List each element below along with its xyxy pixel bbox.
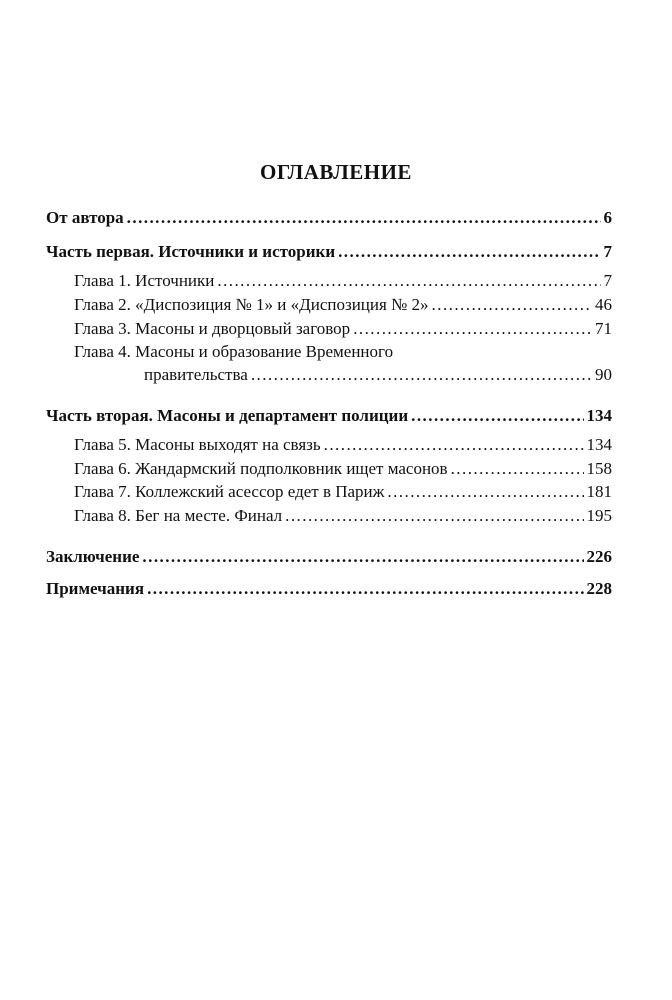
toc-entry-page: 46 (595, 295, 612, 314)
toc-entry-page: 7 (603, 242, 612, 261)
toc-entry-page: 7 (603, 271, 612, 290)
toc-entry-page: 181 (586, 482, 612, 501)
toc-entry-part-two[interactable] (46, 405, 612, 427)
toc-entry-text: Часть первая. Источники и историки (46, 242, 336, 261)
toc-entry-text: От автора (46, 208, 124, 227)
toc-leader-dots (451, 458, 584, 480)
toc-entry-chapter-6[interactable] (74, 458, 612, 480)
toc-entry-page: 226 (586, 547, 612, 566)
toc-entry-chapter-3[interactable] (74, 318, 612, 340)
toc-leader-dots (217, 270, 600, 292)
toc-entry-chapter-7[interactable] (74, 481, 612, 503)
toc-entry-chapter-2[interactable] (74, 294, 612, 316)
toc-entry-text: правительства (144, 365, 248, 384)
toc-entry-text: Глава 3. Масоны и дворцовый заговор (74, 319, 351, 338)
toc-entry-chapter-4-line1[interactable]: Глава 4. Масоны и образование Временного (74, 342, 394, 361)
toc-leader-dots (285, 505, 583, 527)
toc-leader-dots (432, 294, 592, 316)
toc-entry-text: Примечания (46, 579, 145, 598)
toc-leader-dots (411, 405, 583, 427)
toc-entry-chapter-4[interactable] (144, 364, 612, 386)
toc-entry-chapter-5[interactable] (74, 434, 612, 456)
toc-entry-page: 134 (586, 435, 612, 454)
toc-leader-dots (251, 364, 592, 386)
toc-entry-chapter-8[interactable] (74, 505, 612, 527)
toc-title: ОГЛАВЛЕНИЕ (260, 160, 412, 184)
toc-entry-conclusion[interactable] (46, 546, 612, 568)
toc-entry-page: 71 (595, 319, 612, 338)
toc-entry-author-preface[interactable] (46, 207, 612, 229)
toc-entry-page: 90 (595, 365, 612, 384)
toc-leader-dots (387, 481, 583, 503)
toc-leader-dots (324, 434, 584, 456)
toc-entry-notes[interactable] (46, 578, 612, 600)
toc-entry-page: 158 (586, 459, 612, 478)
toc-entry-page: 134 (586, 406, 612, 425)
toc-entry-text: Глава 2. «Диспозиция № 1» и «Диспозиция № 2» (74, 295, 429, 314)
toc-leader-dots (147, 578, 583, 600)
toc-entry-text: Часть вторая. Масоны и департамент полиции (46, 406, 409, 425)
toc-entry-text: Глава 7. Коллежский асессор едет в Париж (74, 482, 385, 501)
toc-entry-text: Глава 5. Масоны выходят на связь (74, 435, 321, 454)
toc-entry-page: 195 (586, 506, 612, 525)
toc-entry-text: Глава 6. Жандармский подполковник ищет масонов (74, 459, 448, 478)
toc-entry-page: 6 (603, 208, 612, 227)
toc-leader-dots (353, 318, 592, 340)
toc-entry-text: Заключение (46, 547, 140, 566)
toc-leader-dots (127, 207, 601, 229)
toc-entry-chapter-1[interactable] (74, 270, 612, 292)
toc-leader-dots (338, 241, 600, 263)
toc-entry-text: Глава 1. Источники (74, 271, 215, 290)
toc-entry-text: Глава 8. Бег на месте. Финал (74, 506, 283, 525)
toc-entry-part-one[interactable] (46, 241, 612, 263)
toc-entry-page: 228 (586, 579, 612, 598)
toc-leader-dots (142, 546, 583, 568)
